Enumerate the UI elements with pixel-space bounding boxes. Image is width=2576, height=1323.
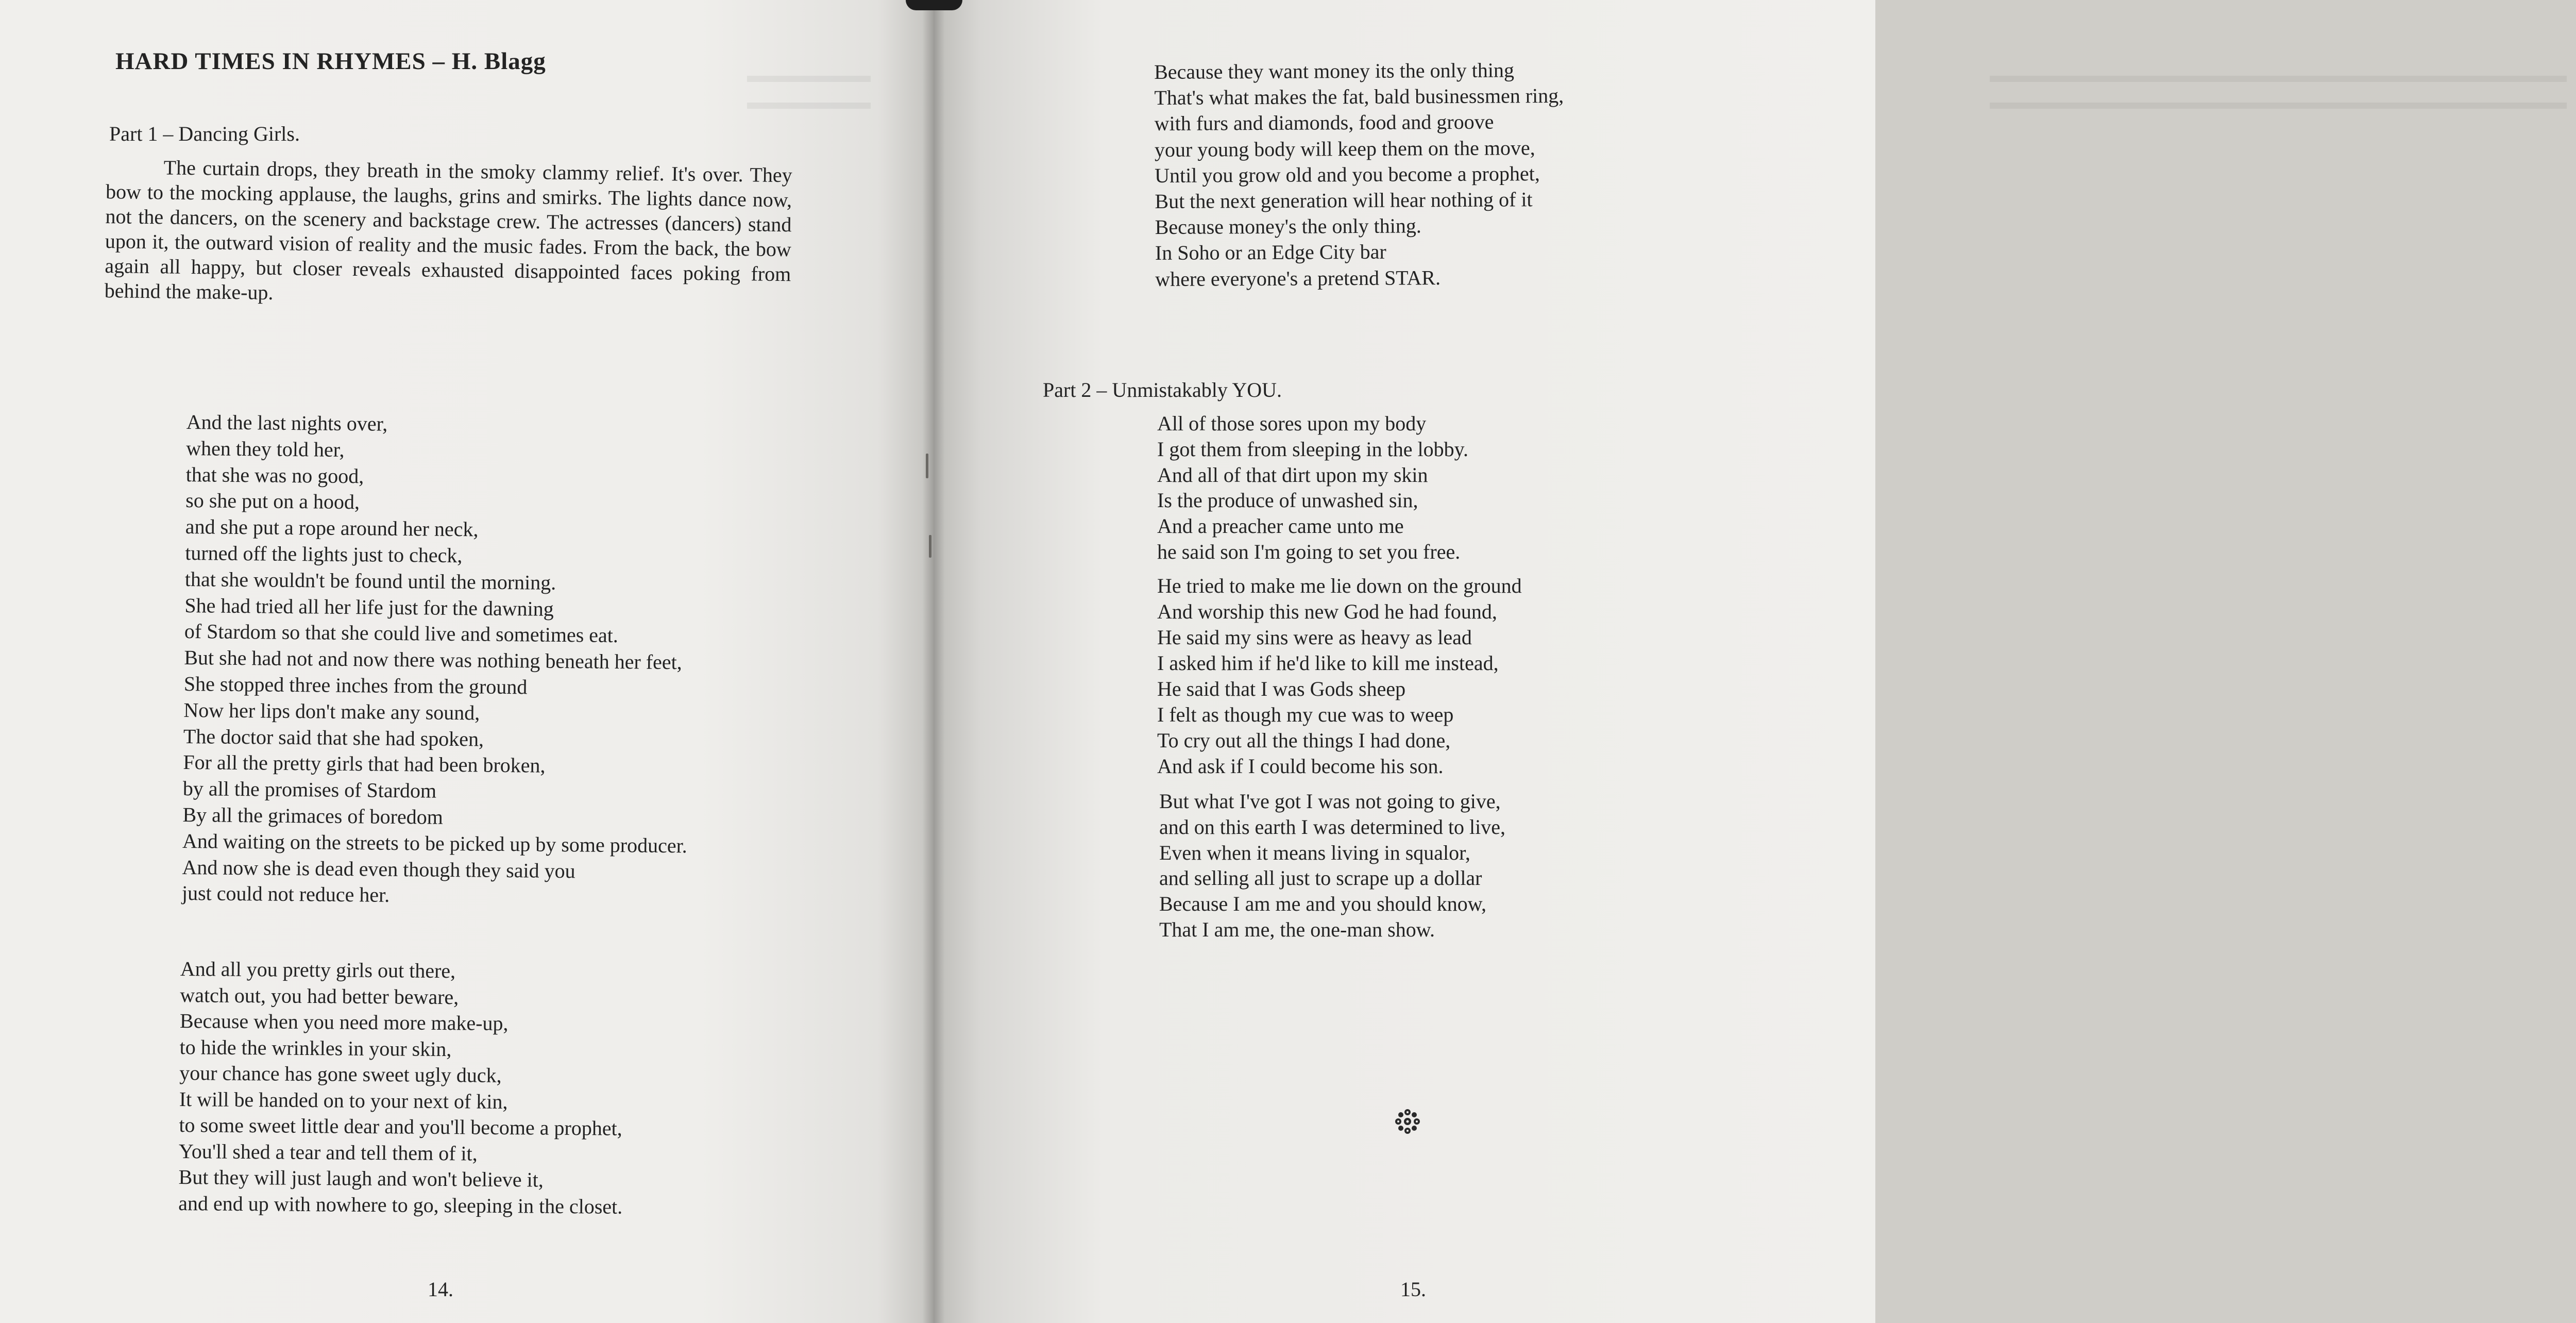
bleed-through-text: ▬▬▬▬▬▬▬▬▬▬▬▬▬▬▬▬▬▬▬▬▬▬▬▬▬▬▬▬ ▬▬▬▬▬▬▬▬▬▬▬▬▬▬▬▬▬▬▬▬▬▬▬▬▬▬▬▬	[1990, 63, 2567, 113]
poem-line: And worship this new God he had found,	[1157, 600, 1497, 623]
poem-line: It will be handed on to your next of kin,	[179, 1087, 508, 1113]
poem-stanza-5	[1159, 789, 1505, 943]
poem-line: Because money's the only thing.	[1155, 214, 1421, 239]
bleed-through-text: ▬▬▬▬▬▬ ▬▬▬▬▬▬	[747, 63, 871, 113]
poem-line: But the next generation will hear nothing of it	[1155, 188, 1533, 213]
poem-stanza-1	[182, 409, 691, 912]
poem-line: so she put on a hood,	[185, 489, 360, 514]
staple	[929, 535, 931, 558]
poem-line: The doctor said that she had spoken,	[183, 724, 484, 751]
poem-line: And the last nights over,	[186, 410, 388, 436]
poem-line: But they will just laugh and won't believe it,	[178, 1165, 544, 1192]
poem-line: In Soho or an Edge City bar	[1155, 240, 1386, 265]
poem-line: Now her lips don't make any sound,	[183, 698, 480, 725]
part1-heading: Part 1 – Dancing Girls.	[109, 122, 300, 145]
poem-line: Even when it means living in squalor,	[1159, 841, 1470, 864]
poem-line: She had tried all her life just for the dawning	[184, 593, 554, 621]
poem-line: Because they want money its the only thing	[1154, 58, 1514, 83]
poem-line: and on this earth I was determined to live,	[1159, 815, 1506, 839]
poem-line: to hide the wrinkles in your skin,	[179, 1035, 452, 1061]
poem-line: turned off the lights just to check,	[185, 541, 463, 567]
poem-line: By all the grimaces of boredom	[182, 802, 444, 829]
intro-paragraph	[104, 155, 792, 311]
poem-line: and she put a rope around her neck,	[185, 515, 479, 541]
poem-line: Is the produce of unwashed sin,	[1157, 489, 1418, 512]
poem-line: watch out, you had better beware,	[180, 983, 459, 1009]
poem-line: Because when you need more make-up,	[179, 1009, 509, 1035]
poem-line: Until you grow old and you become a prophet,	[1155, 161, 1540, 187]
poem-line: He said my sins were as heavy as lead	[1157, 626, 1472, 649]
poem-line: where everyone's a pretend STAR.	[1155, 265, 1441, 291]
poem-line: And now she is dead even though they said you	[182, 855, 575, 882]
poem-line: She stopped three inches from the ground	[183, 672, 528, 699]
poem-line: And ask if I could become his son.	[1157, 755, 1444, 778]
poem-line: I asked him if he'd like to kill me instead,	[1157, 651, 1499, 675]
binding-shadow	[906, 0, 962, 10]
poem-line: But she had not and now there was nothing beneath her feet,	[184, 646, 682, 674]
poem-line: You'll shed a tear and tell them of it,	[178, 1139, 478, 1165]
poem-line: I got them from sleeping in the lobby.	[1157, 437, 1468, 461]
poem-line: he said son I'm going to set you free.	[1157, 540, 1461, 563]
poem-line: that she was no good,	[185, 462, 364, 488]
poem-line: I felt as though my cue was to weep	[1157, 703, 1454, 726]
poem-line: He said that I was Gods sheep	[1157, 677, 1406, 700]
poem-line: Because I am me and you should know,	[1159, 892, 1487, 916]
book-gutter	[922, 0, 945, 1323]
poem-line: And a preacher came unto me	[1157, 514, 1404, 538]
intro-paragraph-text: The curtain drops, they breath in the smoky clammy relief. It's over. They bow to the mocking applause, the laughs, grins and smirks. The lights dance now, not the dancers, on the scenery and backstage crew. The actresses (dancers) stand upon it, the outward vision of reality and the music fades. From the back, the bow again all happy, but closer reveals exhausted disappointed faces poking from behind the make-up.	[104, 156, 792, 304]
poem-line: and selling all just to scrape up a dollar	[1159, 866, 1482, 890]
floral-ornament-icon	[1392, 1106, 1423, 1137]
poem-line: That I am me, the one-man show.	[1159, 917, 1435, 941]
poem-line: and end up with nowhere to go, sleeping in the closet.	[178, 1191, 623, 1218]
poem-line: But what I've got I was not going to give,	[1159, 790, 1501, 813]
poem-line: And waiting on the streets to be picked up by some producer.	[182, 829, 687, 858]
poem-line: your young body will keep them on the move,	[1154, 136, 1535, 161]
page-number-left: 14.	[428, 1278, 453, 1301]
poem-stanza-4	[1157, 573, 1522, 779]
poem-line: That's what makes the fat, bald businessmen ring,	[1154, 84, 1564, 110]
page-number-right: 15.	[1400, 1278, 1426, 1301]
poem-line: To cry out all the things I had done,	[1157, 729, 1451, 752]
poem-line: that she wouldn't be found until the morning.	[184, 567, 556, 594]
left-page	[0, 0, 934, 1323]
poem-line: For all the pretty girls that had been broken,	[183, 750, 546, 778]
poem-line: when they told her,	[186, 436, 345, 461]
poem-line: And all you pretty girls out there,	[180, 957, 456, 983]
article-title: HARD TIMES IN RHYMES – H. Blagg	[115, 48, 546, 75]
poem-line: of Stardom so that she could live and sometimes eat.	[184, 619, 619, 647]
poem-line: And all of that dirt upon my skin	[1157, 463, 1428, 487]
poem-stanza-continued	[1154, 57, 1565, 292]
poem-line: All of those sores upon my body	[1157, 412, 1427, 435]
staple	[926, 454, 928, 478]
poem-stanza-2	[178, 956, 624, 1220]
poem-line: your chance has gone sweet ugly duck,	[179, 1061, 502, 1087]
poem-line: with furs and diamonds, food and groove	[1154, 110, 1494, 136]
part2-heading: Part 2 – Unmistakably YOU.	[1043, 378, 1282, 401]
poem-line: by all the promises of Stardom	[182, 777, 437, 802]
poem-line: He tried to make me lie down on the ground	[1157, 574, 1522, 597]
poem-stanza-3	[1157, 411, 1468, 565]
poem-line: just could not reduce her.	[181, 881, 390, 907]
poem-line: to some sweet little dear and you'll become a prophet,	[179, 1113, 622, 1140]
